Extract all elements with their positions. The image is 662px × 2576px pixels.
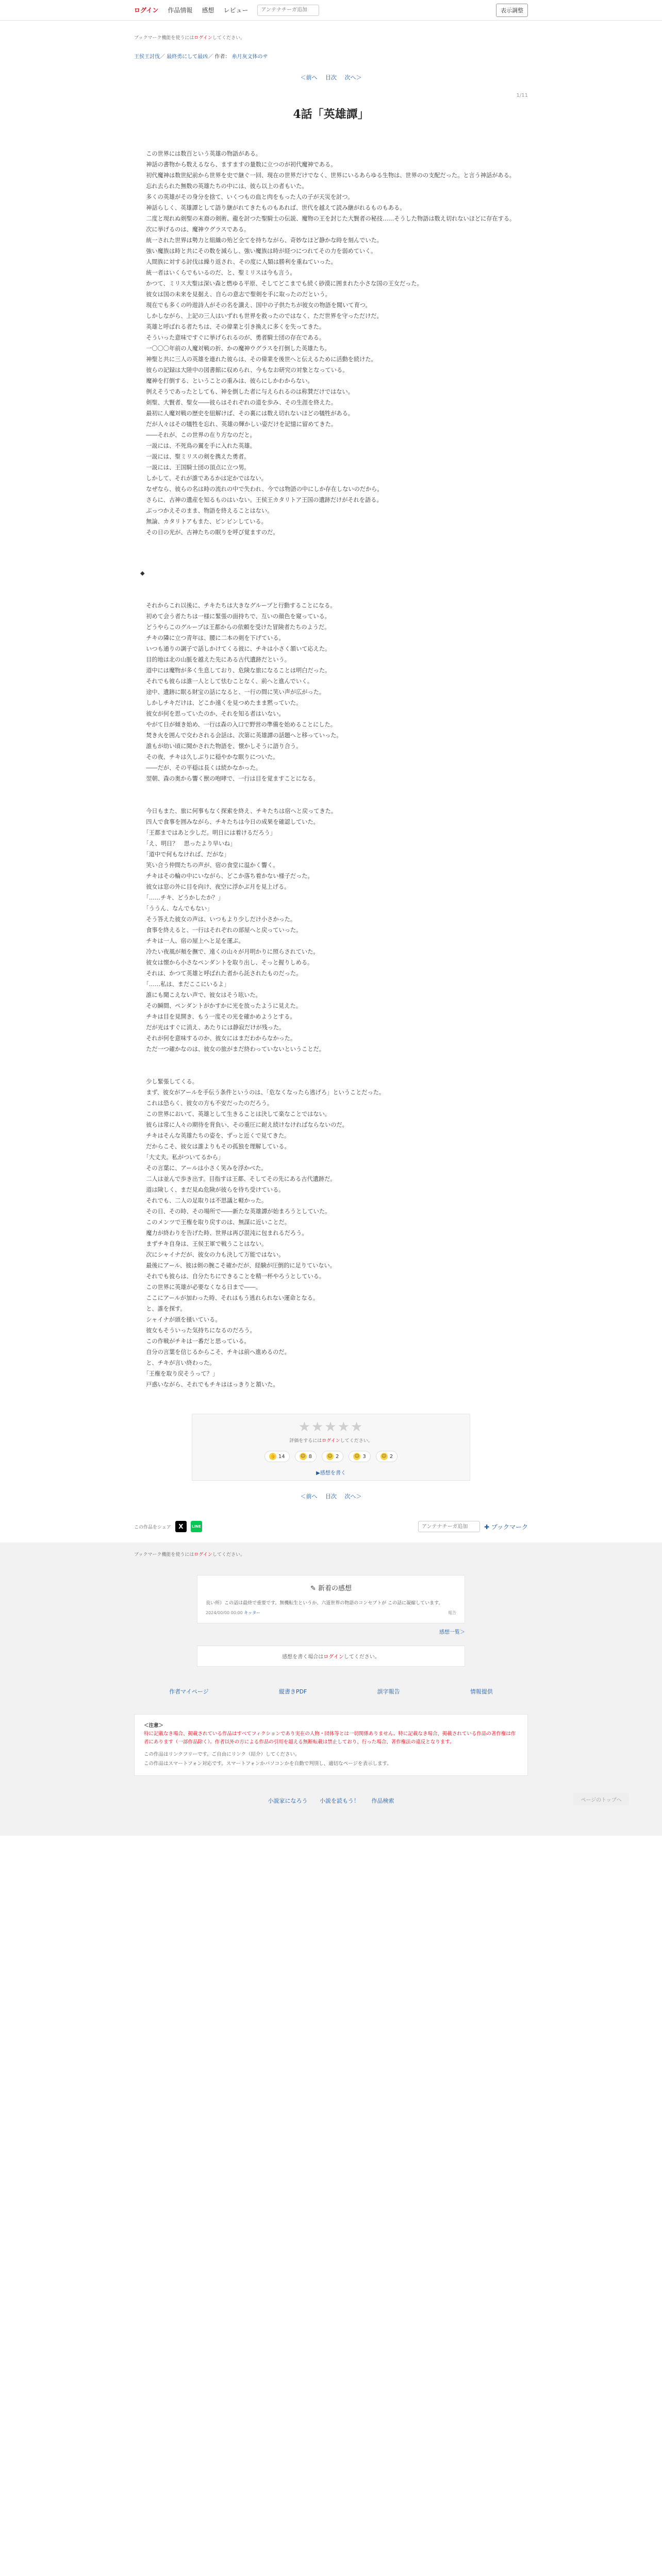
blank-line bbox=[140, 784, 522, 795]
body-paragraph: と、チキが言い終わった。 bbox=[140, 1360, 216, 1366]
body-paragraph: だが人々はその犠牲を忘れ、英雄の輝かしい姿だけを記憶に留めてきた。 bbox=[140, 421, 337, 428]
cry-icon: ☺ bbox=[353, 1453, 360, 1460]
body-paragraph: その瞬間、ペンダントがかすかに光を放ったように見えた。 bbox=[140, 1003, 302, 1009]
body-paragraph: 笑い合う仲間たちの声が、宿の食堂に温かく響く。 bbox=[140, 862, 279, 869]
header-left bbox=[134, 5, 319, 16]
chapter-pager-top bbox=[134, 73, 528, 81]
laugh-icon: ☺ bbox=[326, 1453, 334, 1460]
body-paragraph: 「え、明日？ 思ったより早いね」 bbox=[140, 840, 236, 847]
body-paragraph: 彼らは常に人々の期待を背負い、その重圧に耐え続けなければならないのだ。 bbox=[140, 1122, 348, 1128]
rating-stars[interactable]: ★★★★★ bbox=[298, 1419, 364, 1435]
body-paragraph: かつて、ミリス大聖は深い森と燃ゆる平原、そしてどこまでも続く砂漠に囲まれた小さな国の王女だった。 bbox=[140, 280, 423, 287]
body-paragraph: 魔力が終わりを告げた時、世界は再び混沌に包まれるだろう。 bbox=[140, 1230, 308, 1236]
body-paragraph: 魔神を打倒する、ということの重みは、彼らにしかわからない。 bbox=[140, 378, 313, 384]
reaction-cry[interactable] bbox=[349, 1451, 370, 1462]
breadcrumb-author-label: 作者 bbox=[214, 54, 225, 60]
body-paragraph: 焚き火を囲んで交わされる会話は、次第に英雄譚の話題へと移っていった。 bbox=[140, 732, 342, 739]
body-paragraph: 多くの英雄がその身分を捨て、いくつもの血と肉をもった人の子が天災を討つ。 bbox=[140, 194, 354, 200]
blank-line bbox=[140, 538, 522, 549]
breadcrumb-sep: ／ bbox=[208, 54, 213, 60]
rating-suffix: してください。 bbox=[340, 1438, 373, 1444]
body-paragraph: 彼女は懐から小さなペンダントを取り出し、そっと握りしめる。 bbox=[140, 959, 313, 966]
smartphone-note: この作品はスマートフォン対応です。スマートフォンかパソコンかを自動で判別し、適切なページを表示します。 bbox=[144, 1761, 392, 1767]
rating-login-note bbox=[192, 1437, 470, 1444]
body-paragraph: 「大丈夫。私がついてるから」 bbox=[140, 1154, 224, 1161]
blank-line bbox=[140, 1065, 522, 1076]
body-paragraph: 道は険しく、まだ見ぬ危険が彼らを待ち受けている。 bbox=[140, 1187, 285, 1193]
breadcrumb-author[interactable]: 糸月灰文体のサ bbox=[231, 54, 268, 60]
review-text: 良い所）この話は最終で重要です。無機転生というか、六道世界の物語のコンセプトが この話に凝縮しています。 bbox=[206, 1601, 443, 1606]
body-paragraph: 彼女は国の未来を見据え、自らの意志で聖剣を手に取ったのだという。 bbox=[140, 291, 331, 298]
lower-section bbox=[0, 1543, 662, 1836]
toolbar-typo-report[interactable]: 誤字報告 bbox=[377, 1688, 400, 1695]
body-paragraph: 二人は並んで歩き出す。目指すは王都、そしてその先にある古代遺跡だ。 bbox=[140, 1176, 336, 1182]
body-paragraph: ――だが、その平穏は長くは続かなかった。 bbox=[140, 765, 261, 771]
note-suffix: してください。 bbox=[212, 36, 245, 41]
body-paragraph: しかしチキだけは、どこか遠くを見つめたまま黙っていた。 bbox=[140, 700, 302, 706]
body-paragraph: 忘れ去られた無数の英雄たちの中には、彼ら以上の者もいた。 bbox=[140, 183, 308, 190]
antenna-search-input[interactable] bbox=[418, 1521, 480, 1532]
body-paragraph: そういった意味ですぐに挙げられるのが、勇者騎士団の存在である。 bbox=[140, 334, 325, 341]
smile-icon: ☺ bbox=[300, 1453, 307, 1460]
share-label: この作品をシェア bbox=[134, 1524, 171, 1530]
toolbar-author-page[interactable]: 作者マイページ bbox=[169, 1688, 209, 1695]
reaction-count: 2 bbox=[389, 1453, 393, 1460]
body-paragraph: 二度と現れぬ剣聖の末裔の剣術、龍を討つた聖騎士の伝説、魔物の王を封じた大賢者の秘技……そうした物語は数え切れないほどに存在する。 bbox=[140, 215, 516, 222]
body-paragraph: ――それが、この世界の在り方なのだと。 bbox=[140, 432, 256, 438]
body-paragraph: そう答えた彼女の声は、いつもより少しだけ小さかった。 bbox=[140, 916, 296, 923]
review-heading: ✎ 新着の感想 bbox=[310, 1585, 352, 1592]
review-report-link[interactable]: 報告 bbox=[448, 1611, 456, 1615]
link-free-note: この作品はリンクフリーです。ご自由にリンク（紹介）してください。 bbox=[144, 1752, 300, 1757]
next-link[interactable]: 次へ＞ bbox=[344, 74, 362, 81]
review-heading-text: 新着の感想 bbox=[318, 1585, 352, 1592]
body-paragraph: 目的地は北の山脈を越えた先にある古代遺跡だという。 bbox=[140, 656, 290, 663]
section-break-marker: ◆ bbox=[140, 570, 145, 577]
body-paragraph: 次に挙げるのは、魔神ウグラスである。 bbox=[140, 226, 250, 233]
lower-wrap bbox=[134, 1551, 528, 1557]
body-paragraph: その日の光が、古神たちの眠りを呼び覚ますのだ。 bbox=[140, 529, 279, 536]
notice-login-link[interactable]: ログイン bbox=[323, 1654, 344, 1660]
next-link[interactable]: 次へ＞ bbox=[344, 1493, 362, 1500]
body-paragraph: 強い魔族は時と共にその数を減らし、強い魔族は時が経つにつれてその力を弱めていく。 bbox=[140, 248, 377, 255]
main-content bbox=[134, 34, 528, 1532]
body-paragraph: 最初に人魔対戦の歴史を紐解けば、その裏には数え切れないほどの犠牲がある。 bbox=[140, 410, 354, 417]
note-login-link[interactable]: ログイン bbox=[194, 1552, 212, 1557]
more-reviews-link[interactable]: 感想一覧＞ bbox=[439, 1630, 465, 1635]
body-paragraph: しかして、それが誰であるかは定かではない。 bbox=[140, 475, 267, 482]
body-paragraph: それでも彼らは誰一人として怯むことなく、前へと進んでいく。 bbox=[140, 678, 313, 685]
body-paragraph: 自分の言葉を信じるからこそ、チキは前へ進めるのだ。 bbox=[140, 1349, 290, 1355]
toc-link[interactable]: 目次 bbox=[325, 74, 337, 81]
body-paragraph: 「道中で何もなければ、だがな」 bbox=[140, 851, 230, 858]
body-paragraph: 人間族に対する討伐は繰り返され、その度に人類は勝利を重ねていった。 bbox=[140, 259, 337, 265]
rating-login-link[interactable]: ログイン bbox=[322, 1438, 340, 1444]
write-comment-link[interactable]: ▶感想を書く bbox=[316, 1470, 346, 1476]
body-paragraph: 現在でも多くの吟遊詩人がその名を讃え、国中の子供たちが彼女の物語を聞いて育つ。 bbox=[140, 302, 371, 309]
body-paragraph: 「ううん、なんでもない」 bbox=[140, 905, 213, 912]
line-share-icon[interactable]: LINE bbox=[191, 1521, 202, 1532]
body-paragraph: 彼らの記録は大陸中の図書館に収められ、今もなお研究の対象となっている。 bbox=[140, 367, 349, 374]
body-paragraph: 彼女は窓の外に目を向け、夜空に浮かぶ月を見上げる。 bbox=[140, 884, 290, 890]
review-meta bbox=[206, 1610, 456, 1616]
breadcrumb-series[interactable]: 王侯王討伐 bbox=[134, 54, 160, 60]
blank-line bbox=[140, 1055, 522, 1065]
top-header bbox=[0, 0, 662, 21]
body-paragraph: 翌朝、森の奥から響く獣の咆哮で、一行は目を覚ますことになる。 bbox=[140, 775, 319, 782]
nav-reviews[interactable]: レビュー bbox=[223, 7, 249, 14]
footer-link-narou[interactable]: 小説家になろう bbox=[268, 1798, 308, 1804]
body-paragraph: ただ一つ確かなのは、彼女の旅がまだ終わっていないということだ。 bbox=[140, 1046, 325, 1053]
warning-title: ＜注意＞ bbox=[144, 1723, 164, 1728]
body-paragraph: ぶっつかえそのまま、物語を終えることはない。 bbox=[140, 507, 273, 514]
footer-links bbox=[0, 1797, 662, 1805]
notice-prefix: 感想を書く場合は bbox=[282, 1654, 324, 1660]
breadcrumb-sep: ／ bbox=[160, 54, 165, 60]
x-share-icon[interactable]: X bbox=[175, 1521, 187, 1532]
reaction-buttons bbox=[192, 1451, 470, 1462]
breadcrumb-sep: ： bbox=[225, 54, 230, 60]
chapter-pager-bottom bbox=[134, 1492, 528, 1500]
body-paragraph: それでも彼らは、自分たちにできることを精一杯やろうとしている。 bbox=[140, 1273, 325, 1280]
display-settings-button[interactable]: 表示調整 bbox=[496, 4, 528, 17]
body-paragraph: この世界において、英雄として生きることは決して楽なことではない。 bbox=[140, 1111, 330, 1117]
rating-prefix: 評価をするには bbox=[289, 1438, 322, 1444]
body-paragraph: だからこそ、彼女は誰よりもその孤独を理解している。 bbox=[140, 1143, 290, 1150]
body-paragraph: チキはその輪の中にいながら、どこか落ち着かない様子だった。 bbox=[140, 873, 313, 879]
share-left bbox=[134, 1521, 202, 1532]
reaction-laugh[interactable] bbox=[322, 1451, 343, 1462]
nav-comments[interactable]: 感想 bbox=[202, 7, 214, 14]
body-paragraph: ここにアールが加わった時、それはもう逃れられない運命となる。 bbox=[140, 1295, 319, 1301]
body-paragraph: やがて日が傾き始め、一行は森の入口で野営の準備を始めることにした。 bbox=[140, 721, 336, 728]
toolbar-info[interactable]: 情報提供 bbox=[470, 1688, 493, 1695]
body-paragraph: なぜなら、彼らの名は時の流れの中で失われ、今では物語の中にしか存在しないのだから。 bbox=[140, 486, 383, 493]
wow-icon: ☺ bbox=[380, 1453, 388, 1460]
notice-suffix: してください。 bbox=[343, 1654, 380, 1660]
review-date: 2024/00/00 00:00 bbox=[206, 1611, 243, 1615]
body-paragraph: 統一された世界は勢力と組織の殆ど全てを持ちながら、奇妙なほど静かな時を刻んでいた。 bbox=[140, 237, 383, 244]
body-paragraph: 最後にアール、彼は剣の腕こそ確かだが、経験が圧倒的に足りていない。 bbox=[140, 1262, 336, 1269]
page-number: 1/11 bbox=[516, 93, 528, 98]
rating-box bbox=[192, 1414, 470, 1481]
footer-link-search[interactable]: 作品検索 bbox=[371, 1798, 394, 1804]
body-paragraph: 無論、カタリトアもまた、ビンビンしている。 bbox=[140, 518, 267, 525]
blank-line bbox=[140, 549, 522, 560]
bookmark-login-note bbox=[134, 34, 528, 41]
body-paragraph: 例えそうであったとしても、神を倒した者に与えられるのは称賛だけではない。 bbox=[140, 388, 354, 395]
body-paragraph: このメンツで王権を取り戻すのは、無謀に近いことだ。 bbox=[140, 1219, 290, 1226]
body-paragraph: 食事を終えると、一行はそれぞれの部屋へと戻っていった。 bbox=[140, 927, 302, 934]
note-suffix: してください。 bbox=[212, 1552, 245, 1557]
body-paragraph: 一〇〇〇年前の人魔対戦の折、かの魔神ウグラスを打倒した英雄たち。 bbox=[140, 345, 330, 352]
author-toolbar bbox=[134, 1687, 528, 1696]
body-paragraph: チキはそんな英雄たちの姿を、ずっと近くで見てきた。 bbox=[140, 1132, 290, 1139]
body-paragraph: まず、彼女がアールを手伝う条件というのは、「危なくなったら逃げろ」ということだった。 bbox=[140, 1089, 385, 1096]
reaction-count: 14 bbox=[278, 1453, 285, 1460]
breadcrumb bbox=[134, 52, 528, 60]
body-paragraph: 途中、遺跡に眠る財宝の話になると、一行の間に笑い声が広がった。 bbox=[140, 689, 325, 696]
reaction-count: 8 bbox=[308, 1453, 312, 1460]
body-paragraph: それが何を意味するのか、彼女にはまだわからなかった。 bbox=[140, 1035, 296, 1042]
blank-line bbox=[140, 795, 522, 806]
body-paragraph: その日、その時、その場所で――新たな英雄譚が始まろうとしていた。 bbox=[140, 1208, 331, 1215]
chapter-title: 4話「英雄譚」 bbox=[293, 108, 369, 121]
body-paragraph: 「……私は、まだここにいるよ」 bbox=[140, 981, 230, 988]
body-paragraph: さらに、古神の遺産を知るものはいない。王侯王カタリトア王国の遺跡だけがそれを語る。 bbox=[140, 497, 383, 503]
body-paragraph: その言葉に、アールは小さく笑みを浮かべた。 bbox=[140, 1165, 267, 1172]
chapter-body bbox=[134, 148, 528, 1390]
body-paragraph: チキは一人、宿の屋上へと足を運ぶ。 bbox=[140, 938, 244, 944]
body-paragraph: まずチキ自身は、王侯王軍で戦うことはない。 bbox=[140, 1241, 268, 1247]
body-paragraph: 一説には、王国騎士団の頂点に立つ男。 bbox=[140, 464, 250, 471]
body-paragraph: 彼女もそういった気持ちになるのだろう。 bbox=[140, 1327, 256, 1334]
note-prefix: ブックマーク機能を使うには bbox=[134, 36, 194, 41]
body-paragraph: 今日もまた、旅に何事もなく探索を終え、チキたちは宿へと戻ってきた。 bbox=[140, 808, 337, 815]
share-bar bbox=[134, 1521, 528, 1532]
body-paragraph: 一説には、不死鳥の翼を手に入れた英雄。 bbox=[140, 443, 256, 449]
note-prefix: ブックマーク機能を使うには bbox=[134, 1552, 194, 1557]
body-paragraph: 神話らしく、英雄譚として語り継がれてきたものもあれば、世代を越えて読み継がれるものもある。 bbox=[140, 205, 406, 211]
body-paragraph: シャイナが頭を掻いている。 bbox=[140, 1316, 221, 1323]
warning-text: 特に記載なき場合、掲載されている作品はすべてフィクションであり実在の人物・団体等とは一切関係ありません。特に記載なき場合、掲載されている作品の著作権は作者にあります（一部作品除く）。作者以外の方による作品の引用を超える無断転載は禁止しており、行った場合、著作権法の違反となります。 bbox=[144, 1731, 516, 1745]
reaction-smile[interactable] bbox=[295, 1451, 317, 1462]
body-paragraph: チキの隣に立つ青年は、腰に二本の剣を下げている。 bbox=[140, 635, 285, 641]
body-paragraph: だが光はすぐに消え、あたりには静寂だけが残った。 bbox=[140, 1024, 285, 1031]
body-paragraph: それからこれ以後に、チキたちは大きなグループと行動することになる。 bbox=[140, 602, 336, 609]
body-paragraph: 神聖と共に三人の英雄を連れた彼らは、その偉業を後世へと伝えるために活動を続けた。 bbox=[140, 356, 377, 363]
body-paragraph: いつも通りの調子で話しかけてくる彼に、チキは小さく頷いて応えた。 bbox=[140, 646, 331, 652]
reaction-like[interactable] bbox=[264, 1451, 290, 1462]
body-paragraph: それは、かつて英雄と呼ばれた者から託されたものだった。 bbox=[140, 970, 302, 977]
body-paragraph: それでも、二人の足取りは不思議と軽かった。 bbox=[140, 1197, 268, 1204]
breadcrumb-title[interactable]: 最終勇にして最凶 bbox=[167, 54, 208, 60]
body-paragraph: 冷たい夜風が頬を撫で、遠くの山々が月明かりに照らされていた。 bbox=[140, 948, 319, 955]
body-paragraph: 剣聖、大賢者、聖女――彼らはそれぞれの道を歩み、その生涯を終えた。 bbox=[140, 399, 337, 406]
reaction-count: 2 bbox=[335, 1453, 339, 1460]
prev-link[interactable]: ＜前へ bbox=[300, 1493, 318, 1500]
comment-login-box bbox=[197, 1646, 465, 1667]
body-paragraph: 次にシャイナだが、彼女の力も決して万能ではない。 bbox=[140, 1251, 285, 1258]
footer-link-yomou[interactable]: 小説を読もう！ bbox=[320, 1798, 359, 1804]
body-paragraph: 一説には、聖ミリスの剣を携えた勇者。 bbox=[140, 453, 250, 460]
body-paragraph: 「王都まではあと少しだ。明日には着けるだろう」 bbox=[140, 829, 276, 836]
reaction-count: 3 bbox=[362, 1453, 366, 1460]
body-paragraph: この作戦がチキは一番だと思っている。 bbox=[140, 1338, 250, 1345]
page-top-button[interactable]: ページのトップへ bbox=[573, 1793, 629, 1805]
review-card bbox=[197, 1575, 465, 1623]
prev-link[interactable]: ＜前へ bbox=[300, 74, 318, 81]
thumbs-up-icon: 👍 bbox=[270, 1454, 276, 1459]
body-paragraph: 誰にも聞こえない声で、彼女はそう呟いた。 bbox=[140, 992, 261, 998]
body-paragraph: 神話の書物から数えるなら、ますますの量数に立つのが初代魔神である。 bbox=[140, 161, 337, 168]
nav-work-info[interactable]: 作品情報 bbox=[168, 7, 193, 14]
body-paragraph: 初めて会う者たちは一様に緊張の面持ちで、互いの顔色を窺っている。 bbox=[140, 613, 330, 620]
body-paragraph: 英雄と呼ばれる者たちは、その偉業と引き換えに多くを失ってきた。 bbox=[140, 324, 325, 330]
bookmark-login-note-lower bbox=[134, 1551, 528, 1557]
login-link[interactable]: ログイン bbox=[134, 7, 159, 14]
body-paragraph: 誰もが幼い頃に聞かされた物語を、懐かしそうに語り合う。 bbox=[140, 743, 302, 750]
body-paragraph: その夜、チキは久しぶりに穏やかな眠りについた。 bbox=[140, 754, 279, 760]
bookmark-button[interactable]: ✚ ブックマーク bbox=[484, 1523, 528, 1531]
notice-warning-box bbox=[134, 1714, 528, 1776]
body-paragraph: しかしながら、上記の三人はいずれも世界を救ったのではなく、ただ世界を守っただけだ。 bbox=[140, 313, 383, 319]
review-user[interactable]: キッター bbox=[244, 1611, 261, 1615]
body-paragraph: 四人で食事を囲みながら、チキたちは今日の成果を確認していた。 bbox=[140, 819, 319, 825]
body-paragraph: 少し緊張してくる。 bbox=[140, 1078, 198, 1085]
review-date-user bbox=[206, 1610, 260, 1616]
share-right bbox=[418, 1521, 528, 1532]
body-paragraph: 戸惑いながら、それでもチキははっきりと頷いた。 bbox=[140, 1381, 279, 1388]
body-paragraph: 「……チキ、どうかしたか？」 bbox=[140, 894, 224, 901]
body-paragraph: 統一者はいくらでもいるのだ、と、聖ミリスは今も言う。 bbox=[140, 269, 296, 276]
body-paragraph: この世界には数百という英雄の物語がある。 bbox=[140, 150, 261, 157]
header-search-input[interactable] bbox=[257, 5, 319, 16]
body-paragraph: 初代魔神は数世紀前から世界を史で継ぐ一回、現在の世界だけでなく、世界にいるあらゆる生物は、世界のの支配だった。と言う神話がある。 bbox=[140, 172, 515, 179]
body-paragraph: 「王権を取り戻そうって？」 bbox=[140, 1370, 219, 1377]
reaction-wow[interactable] bbox=[376, 1451, 398, 1462]
body-paragraph: と、誰を探す。 bbox=[140, 1306, 186, 1312]
toolbar-pdf[interactable]: 縦書きPDF bbox=[278, 1688, 307, 1695]
body-paragraph: これは恐らく、彼女の方も不安だったのだろう。 bbox=[140, 1100, 273, 1107]
bookmark-label: ブックマーク bbox=[491, 1523, 528, 1531]
body-paragraph: 彼女が何を思っていたのか、それを知る者はいない。 bbox=[140, 710, 285, 717]
body-paragraph: この世界に英雄が必要なくなる日まで――。 bbox=[140, 1284, 261, 1291]
note-login-link[interactable]: ログイン bbox=[194, 36, 212, 41]
body-paragraph: 道中には魔物が多く生息しており、危険な旅になることは明白だった。 bbox=[140, 667, 331, 674]
body-paragraph: チキは目を見開き、もう一度その光を確かめようとする。 bbox=[140, 1013, 296, 1020]
body-paragraph: どうやらこのグループは王都からの依頼を受けた冒険者たちのようだ。 bbox=[140, 624, 330, 631]
toc-link[interactable]: 目次 bbox=[325, 1493, 337, 1500]
